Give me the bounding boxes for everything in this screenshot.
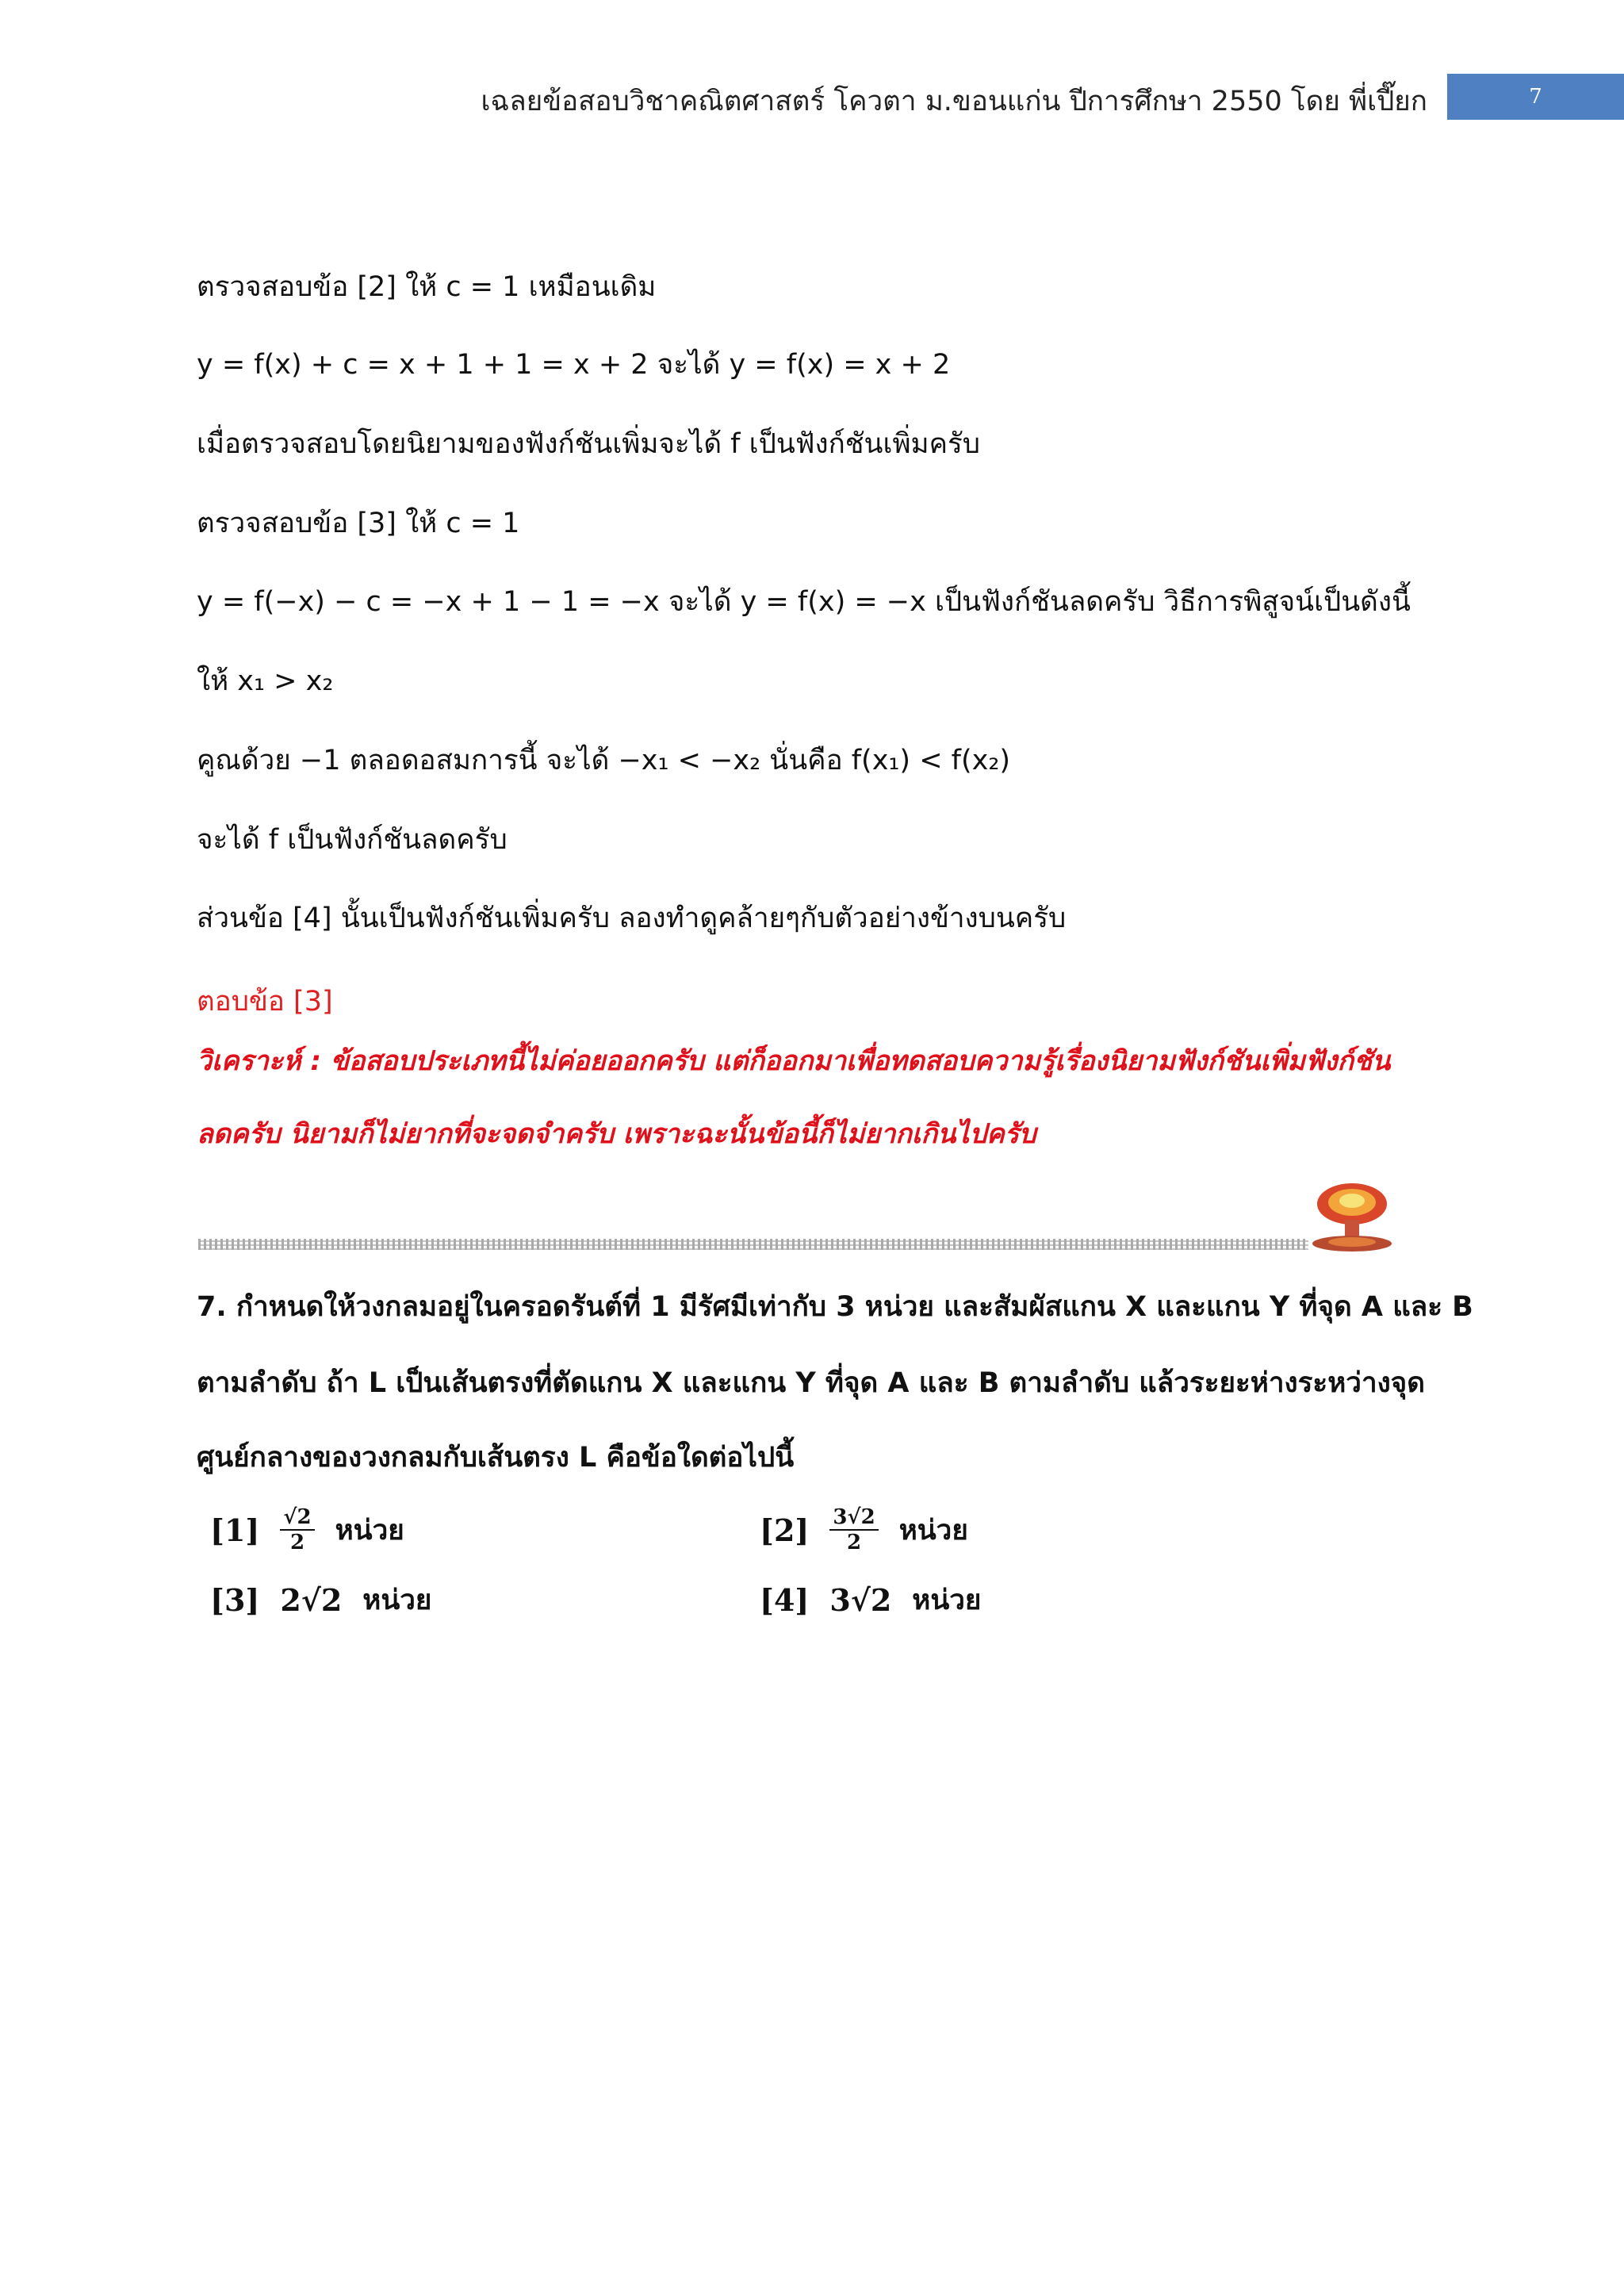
choice-number: [3] [210,1582,260,1618]
choice-unit: หน่วย [362,1585,432,1616]
cartoon-explosion-icon [1308,1180,1396,1253]
text-line-3: เมื่อตรวจสอบโดยนิยามของฟังก์ชันเพิ่มจะได้ f เป็นฟังก์ชันเพิ่มครับ [197,428,981,460]
header-title: เฉลยข้อสอบวิชาคณิตศาสตร์ โควตา ม.ขอนแก่น ปีการศึกษา 2550 โดย พี่เปี๊ยก [481,86,1427,117]
choice-number: [1] [210,1512,260,1548]
fraction-numerator: 3√2 [829,1505,878,1531]
choice-4[interactable] [760,1578,981,1622]
analysis-line-2: ลดครับ นิยามก็ไม่ยากที่จะจดจำครับ เพราะฉะนั้นข้อนี้ก็ไม่ยากเกินไปครับ [197,1118,1036,1150]
equation-line-2: y = f(x) + c = x + 1 + 1 = x + 2 จะได้ y = f(x) = x + 2 [197,349,951,381]
equation-line-5: y = f(−x) − c = −x + 1 − 1 = −x จะได้ y = f(x) = −x เป็นฟังก์ชันลดครับ วิธีการพิสูจน์เป็นดังนี้ [197,586,1411,618]
text-line-8: จะได้ f เป็นฟังก์ชันลดครับ [197,824,508,856]
text-line-9: ส่วนข้อ [4] นั้นเป็นฟังก์ชันเพิ่มครับ ลองทำดูคล้ายๆกับตัวอย่างข้างบนครับ [197,903,1067,934]
fraction [829,1505,878,1554]
question-line-1: 7. กำหนดให้วงกลมอยู่ในครอดรันต์ที่ 1 มีรัศมีเท่ากับ 3 หน่วย และสัมผัสแกน X และแกน Y ที่จุด A และ B [197,1291,1473,1323]
decorative-divider [198,1239,1308,1250]
question-line-3: ศูนย์กลางของวงกลมกับเส้นตรง L คือข้อใดต่อไปนี้ [197,1442,795,1474]
fraction-denominator: 2 [289,1531,305,1554]
text-line-1: ตรวจสอบข้อ [2] ให้ c = 1 เหมือนเดิม [197,271,657,303]
fraction-denominator: 2 [847,1531,862,1554]
choice-3[interactable] [210,1578,431,1622]
answer-line: ตอบข้อ [3] [197,986,333,1018]
choice-number: [2] [760,1512,810,1548]
choice-2[interactable] [760,1505,968,1554]
fraction-numerator: √2 [280,1505,314,1531]
choice-value: 3√2 [829,1582,892,1618]
fraction [280,1505,314,1554]
choice-1[interactable] [210,1505,404,1554]
choice-unit: หน่วย [335,1514,404,1547]
choice-value: 2√2 [280,1582,343,1618]
choice-number: [4] [760,1582,810,1618]
text-line-6: ให้ x₁ > x₂ [197,665,334,697]
text-line-4: ตรวจสอบข้อ [3] ให้ c = 1 [197,508,520,539]
choice-unit: หน่วย [912,1585,982,1616]
question-line-2: ตามลำดับ ถ้า L เป็นเส้นตรงที่ตัดแกน X และแกน Y ที่จุด A และ B ตามลำดับ แล้วระยะห่างระหว่างจุด [197,1367,1425,1399]
choice-unit: หน่วย [898,1514,968,1547]
page-number: 7 [1447,74,1624,120]
text-line-7: คูณด้วย −1 ตลอดอสมการนี้ จะได้ −x₁ < −x₂ นั่นคือ f(x₁) < f(x₂) [197,745,1011,776]
analysis-line-1: วิเคราะห์ : ข้อสอบประเภทนี้ไม่ค่อยออกครับ แต่ก็ออกมาเพื่อทดสอบความรู้เรื่องนิยามฟังก์ชันเพิ่มฟังก์ชัน [197,1045,1391,1077]
